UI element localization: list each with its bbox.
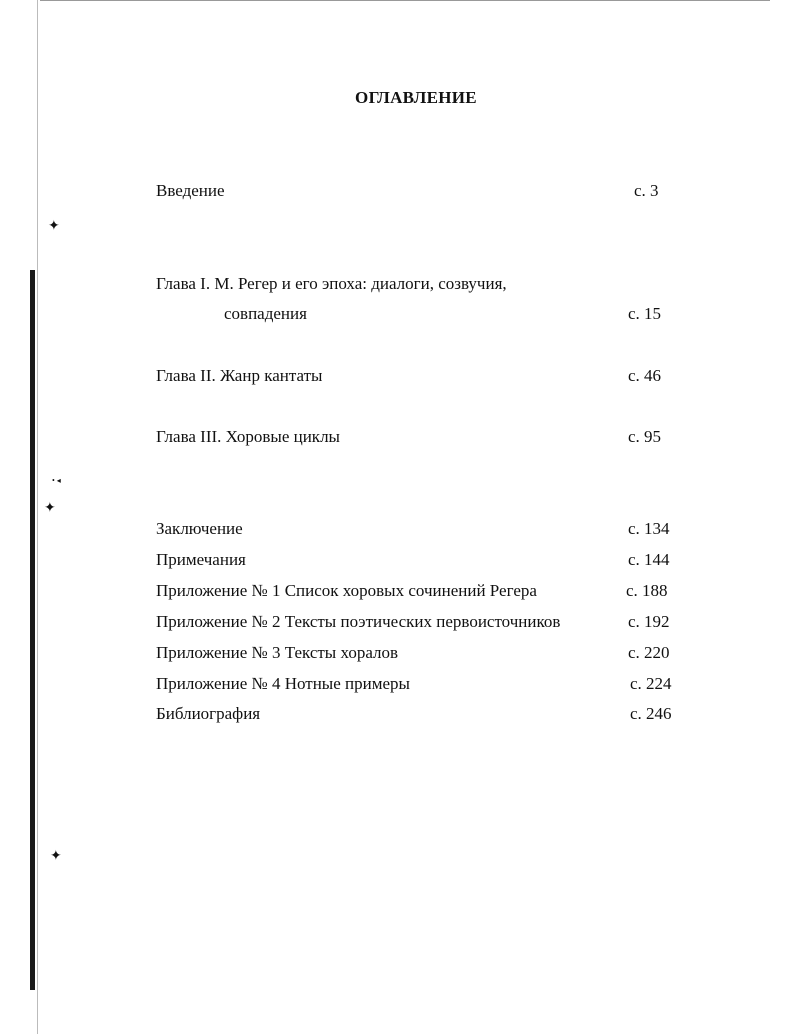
toc-entry-appendix-1: Приложение № 1 Список хоровых сочинений Регера — [156, 581, 537, 600]
scan-mark-icon: ✦ — [44, 501, 56, 516]
scan-mark-icon: ✦ — [48, 219, 60, 234]
toc-page-number: с. 144 — [628, 550, 670, 569]
scan-binding-shadow — [30, 270, 35, 990]
toc-entry-introduction: Введение — [156, 181, 225, 200]
toc-page-number: с. 15 — [628, 304, 662, 323]
toc-entry-chapter-1-continuation: совпадения — [224, 304, 307, 323]
scan-top-edge — [40, 0, 770, 1]
toc-entry-chapter-2: Глава II. Жанр кантаты — [156, 366, 323, 385]
scan-mark-icon: ✦ — [50, 849, 62, 864]
toc-page-number: с. 188 — [626, 581, 668, 600]
toc-page-number: с. 224 — [630, 674, 672, 693]
toc-entry-appendix-2: Приложение № 2 Тексты поэтических первоисточников — [156, 612, 561, 631]
toc-entry-notes: Примечания — [156, 550, 246, 569]
toc-entry-chapter-1: Глава I. М. Регер и его эпоха: диалоги, созвучия, — [156, 274, 507, 293]
scan-mark-icon: • ◂ — [52, 476, 61, 485]
toc-entry-bibliography: Библиография — [156, 704, 261, 723]
scan-binding-line — [37, 0, 38, 1034]
toc-page-number: с. 3 — [634, 181, 659, 200]
toc-page-number: с. 246 — [630, 704, 672, 723]
toc-entry-appendix-4: Приложение № 4 Нотные примеры — [156, 674, 410, 693]
toc-page-number: с. 220 — [628, 643, 670, 662]
toc-page-number: с. 134 — [628, 519, 670, 538]
toc-entry-chapter-3: Глава III. Хоровые циклы — [156, 427, 340, 446]
toc-page-number: с. 192 — [628, 612, 670, 631]
toc-page-number: с. 95 — [628, 427, 662, 446]
toc-page-number: с. 46 — [628, 366, 662, 385]
toc-entry-conclusion: Заключение — [156, 519, 243, 538]
page-title: ОГЛАВЛЕНИЕ — [355, 88, 477, 107]
toc-entry-appendix-3: Приложение № 3 Тексты хоралов — [156, 643, 399, 662]
